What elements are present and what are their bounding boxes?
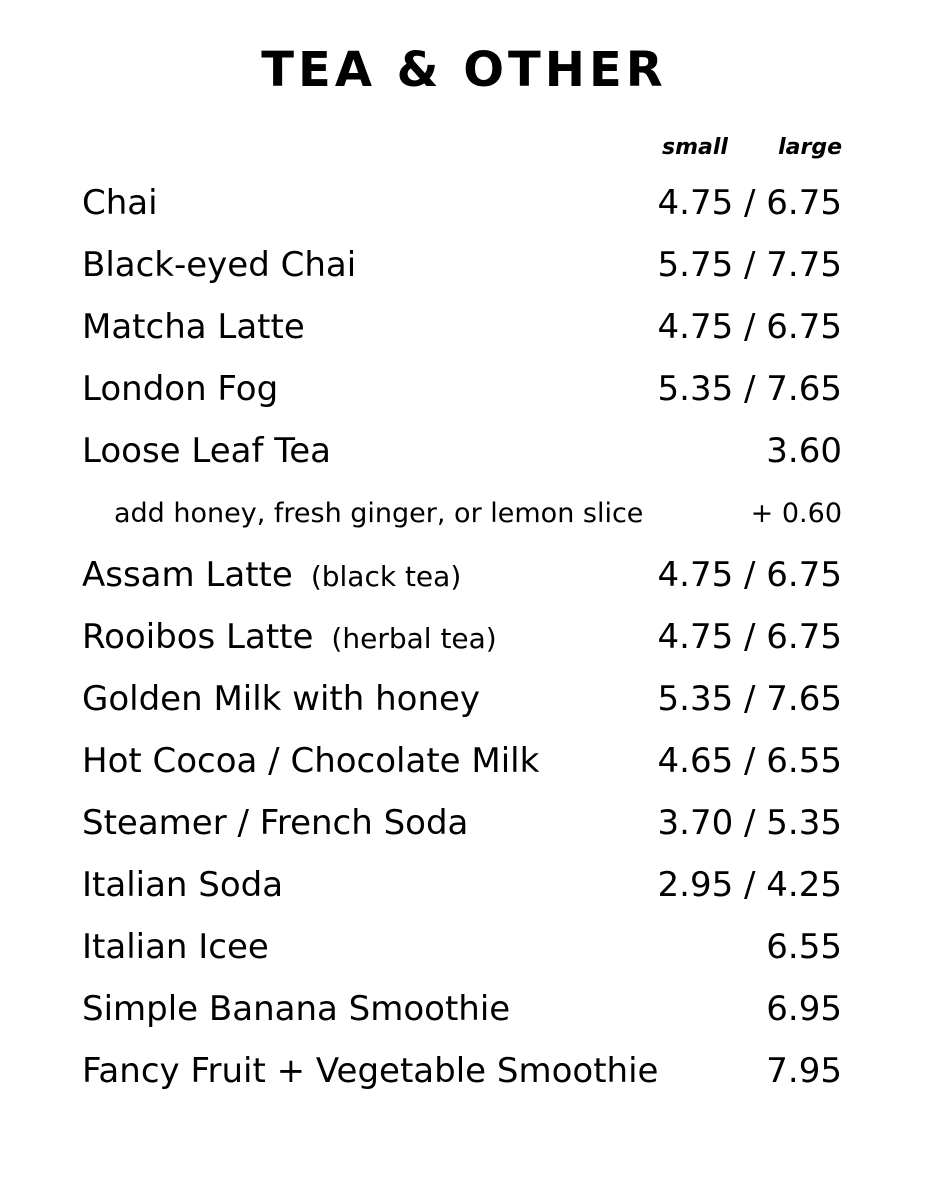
item-name: Italian Icee bbox=[82, 927, 269, 967]
item-price: 5.35 / 7.65 bbox=[657, 369, 842, 409]
menu-item-hot-cocoa bbox=[82, 730, 842, 792]
addon-price: + 0.60 bbox=[750, 497, 842, 529]
size-header bbox=[662, 132, 842, 164]
menu-item-golden-milk bbox=[82, 668, 842, 730]
item-price: 3.60 bbox=[766, 431, 842, 471]
item-price: 5.75 / 7.75 bbox=[657, 245, 842, 285]
item-name: Fancy Fruit + Vegetable Smoothie bbox=[82, 1051, 659, 1091]
item-note: (herbal tea) bbox=[331, 622, 497, 655]
item-name: Steamer / French Soda bbox=[82, 803, 469, 843]
item-name: Italian Soda bbox=[82, 865, 284, 905]
item-name: Rooibos Latte bbox=[82, 617, 314, 657]
menu-title: TEA & OTHER bbox=[261, 42, 667, 98]
item-price: 4.75 / 6.75 bbox=[657, 183, 842, 223]
item-name: Assam Latte bbox=[82, 555, 293, 595]
addon-text: add honey, fresh ginger, or lemon slice bbox=[114, 497, 644, 529]
menu-item-black-eyed-chai bbox=[82, 234, 842, 296]
menu-item-assam-latte bbox=[82, 544, 842, 606]
item-price: 4.65 / 6.55 bbox=[657, 741, 842, 781]
item-price: 5.35 / 7.65 bbox=[657, 679, 842, 719]
item-name: Black-eyed Chai bbox=[82, 245, 357, 285]
menu-item-rooibos-latte bbox=[82, 606, 842, 668]
item-price: 4.75 / 6.75 bbox=[657, 555, 842, 595]
item-name-with-note bbox=[82, 555, 461, 595]
item-price: 6.95 bbox=[766, 989, 842, 1029]
item-name: Hot Cocoa / Chocolate Milk bbox=[82, 741, 540, 781]
item-note: (black tea) bbox=[310, 560, 462, 593]
menu-item-banana-smoothie bbox=[82, 978, 842, 1040]
item-name: Loose Leaf Tea bbox=[82, 431, 332, 471]
menu-item-chai bbox=[82, 172, 842, 234]
item-name: Golden Milk with honey bbox=[82, 679, 481, 719]
item-price: 4.75 / 6.75 bbox=[657, 307, 842, 347]
item-price: 2.95 / 4.25 bbox=[657, 865, 842, 905]
size-label-small: small bbox=[662, 135, 728, 160]
menu-item-london-fog bbox=[82, 358, 842, 420]
menu-item-steamer bbox=[82, 792, 842, 854]
size-label-large: large bbox=[778, 135, 842, 160]
menu-item-matcha-latte bbox=[82, 296, 842, 358]
menu-item-fancy-smoothie bbox=[82, 1040, 842, 1102]
item-name: Matcha Latte bbox=[82, 307, 305, 347]
menu-item-italian-soda bbox=[82, 854, 842, 916]
item-name-with-note bbox=[82, 617, 497, 657]
menu-item-italian-icee bbox=[82, 916, 842, 978]
menu-addon-tea-extras bbox=[82, 482, 842, 544]
item-name: London Fog bbox=[82, 369, 279, 409]
menu-item-loose-leaf-tea bbox=[82, 420, 842, 482]
item-name: Simple Banana Smoothie bbox=[82, 989, 511, 1029]
item-price: 7.95 bbox=[766, 1051, 842, 1091]
item-name: Chai bbox=[82, 183, 158, 223]
item-price: 4.75 / 6.75 bbox=[657, 617, 842, 657]
menu-list bbox=[82, 172, 842, 1102]
item-price: 3.70 / 5.35 bbox=[657, 803, 842, 843]
item-price: 6.55 bbox=[766, 927, 842, 967]
